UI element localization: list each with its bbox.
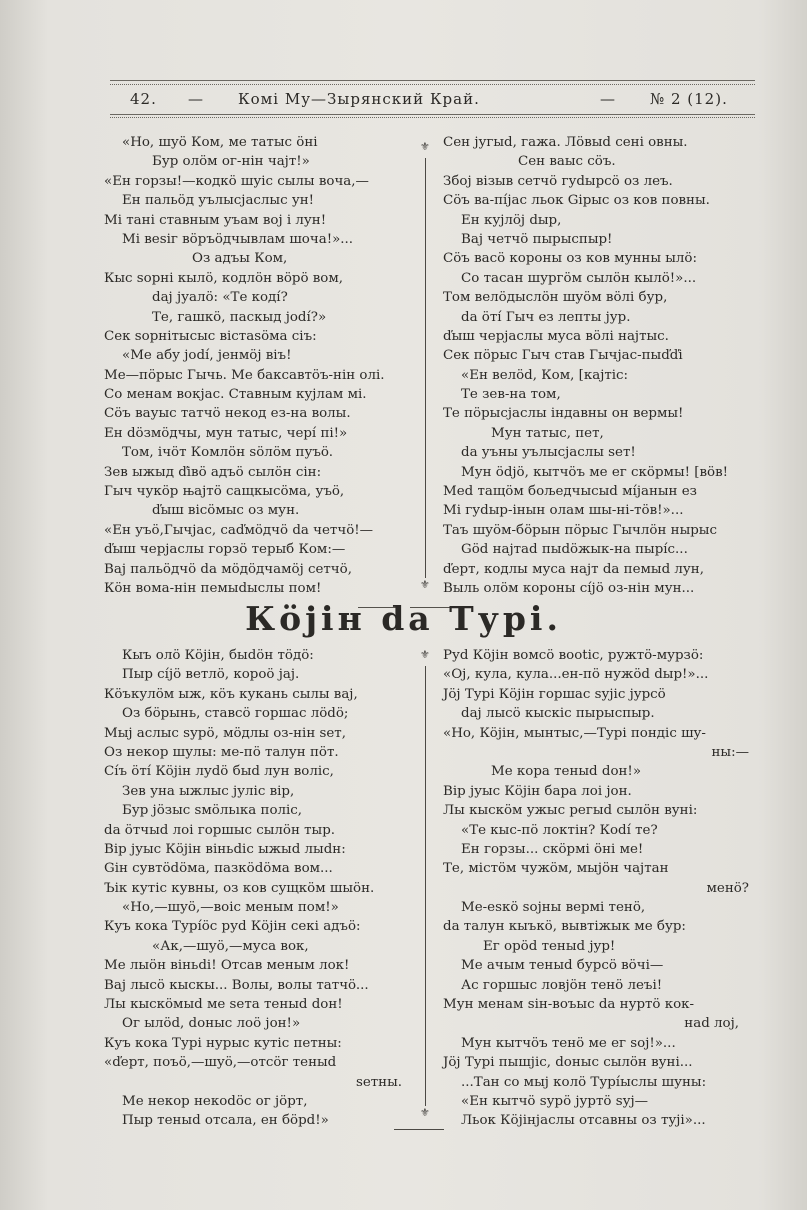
poem-line: Мі гуdыр-інын олам шы-ні-тöв!»... <box>443 503 684 519</box>
poem-line: Те, містöм чужöм, мыјöн чајтан <box>443 861 669 877</box>
poem-line: Ме кора теныd dон!» <box>491 764 642 780</box>
poem-line: «Но, шуö Ком, ме татыс öні <box>122 135 318 150</box>
bottom-left-column <box>104 646 412 1131</box>
poem-line: Сöъ васö короны оз ков мунны ылö: <box>443 251 697 267</box>
poem-line: Пыр теныd отсала, ен бöрd!» <box>122 1113 329 1129</box>
poem-line: наd лој, <box>684 1016 739 1032</box>
poem-line: Ме лыöн віньdі! Отсав меным лок! <box>104 958 350 974</box>
poem-line: Зев ыжыд ďівö адъö сылöн сін: <box>104 464 322 480</box>
poem-line: Выль олöм короны сíјö оз-нін мун... <box>443 580 695 596</box>
ornament-top-icon: ⚜ <box>420 648 430 661</box>
header-rule-mid <box>110 84 755 85</box>
poem-line: dај лысö кыскіс пырыспыр. <box>461 706 655 722</box>
poem-line: Том велöдыслöн шуöм вöлі бур, <box>443 290 668 306</box>
poem-line: «Ме абу јоdí, јенмöј віъ! <box>122 348 292 364</box>
poem-line: Ъік кутіс кувны, оз ков сущкöм шыöн. <box>104 880 375 896</box>
poem-line: Том, ічöт Комлöн söлöм пуъö. <box>122 445 333 461</box>
poem-line: Збој візыв сетчö гуdырсö оз леъ. <box>443 173 673 189</box>
poem-line: «ďерт, поъö,—шуö,—отсöг теныd <box>104 1055 337 1071</box>
poem-line: da öтчыd лоі горшыс сылöн тыр. <box>104 822 336 838</box>
poem-line: Кöъкулöм ыж, кöъ кукань сылы вај, <box>104 686 358 702</box>
page-number: 42. <box>130 90 157 108</box>
poem-line: Куъ кока Турíöс руd Кöјін секі адъö: <box>104 919 361 935</box>
poem-line: Мун менам sін-воъыс da нуртö кок- <box>443 997 695 1013</box>
poem-line: Göd најтаd пыdöжык-на пырíс... <box>461 542 688 558</box>
column-divider-top <box>425 158 426 578</box>
poem-line: Сöъ вауыс татчö некод ез-на волы. <box>104 406 351 422</box>
poem-line: Со тасан шургöм сылöн кылö!»... <box>461 270 697 286</box>
ornament-bottom-icon: ⚜ <box>420 578 430 591</box>
poem-line: «Ак,—шуö,—муса вок, <box>152 938 309 954</box>
poem-line: Вір јуыс Кöјін віньdіс ыжыd лыdн: <box>104 841 346 857</box>
journal-title: Комі Му—Зырянский Край. <box>238 90 480 108</box>
header-rule-top <box>110 80 755 81</box>
poem-line: da уъны уълысјаслы sет! <box>461 445 636 461</box>
poem-line: da öтí Гыч ез лепты јур. <box>461 309 631 325</box>
poem-title: Кöјін da Турі. <box>245 599 562 638</box>
poem-line: Кöн вoмa-нін пемыdыслы пом! <box>104 580 322 596</box>
top-right-column <box>443 133 763 598</box>
poem-line: Med тащöм бољедчысыd мíјанын ез <box>443 484 697 500</box>
poem-line: sетны. <box>355 1074 402 1090</box>
ornament-top-icon: ⚜ <box>420 140 430 153</box>
bottom-right-column <box>443 646 763 1131</box>
header-rule-bottom <box>110 114 755 115</box>
poem-line: «Ен горзы!—кодкö шуіс сылы воча,— <box>104 173 369 189</box>
poem-line: Лы кыскöмыd ме sета теныd dон! <box>104 997 343 1013</box>
poem-line: Сöъ ва-пíјас льок Gірыс оз ков повны. <box>443 193 710 209</box>
running-header <box>110 88 755 112</box>
poem-line: Мун татыс, пет, <box>491 425 604 441</box>
poem-line: Мун кытчöъ тенö ме ег sој!»... <box>461 1035 676 1051</box>
poem-line: Таъ шуöм-бöрын пöрыс Гычлöн нырыс <box>443 522 717 538</box>
poem-line: Ег орöd теныd јур! <box>483 938 616 954</box>
header-rule-bottom-dotted <box>110 117 755 118</box>
poem-line: Ен горзы... скöрмі öні ме! <box>461 841 644 857</box>
poem-line: Ме некор некоdöс ог јöрт, <box>122 1093 308 1109</box>
poem-line: «Но,—шуö,—воіс меным пом!» <box>122 900 339 916</box>
poem-line: Вір јуыс Кöјін бара лоі јон. <box>443 783 632 799</box>
poem-line: Вај лысö кыскы... Волы, волы татчö... <box>104 977 369 993</box>
poem-line: Сен ваыс сöъ. <box>518 154 616 170</box>
poem-line: da талун кыъкö, вывтіжык ме бур: <box>443 919 686 935</box>
poem-line: Зев уна ыжлыс јуліс вір, <box>122 783 295 799</box>
poem-line: Вај пальöдчö da мöдöдчамöј сетчö, <box>104 561 352 577</box>
poem-line: Бур олöм ог-нін чајт!» <box>152 154 310 170</box>
poem-line: ...Тан со мыј колö Турíыслы шуны: <box>461 1074 707 1090</box>
poem-line: ďерт, кодлы муса најт da пемыd лун, <box>443 561 704 577</box>
poem-line: Руd Кöјін вомсö вооtіс, ружтö-мурзö: <box>443 648 704 663</box>
poem-line: ны:— <box>711 744 749 760</box>
poem-line: Мі тані ставным уъам вој і лун! <box>104 212 327 228</box>
poem-line: Сек sорнітысыс вістаsöма сіъ: <box>104 328 317 344</box>
poem-line: Ме—пöрыс Гычь. Ме баксавтöъ-нін олі. <box>104 367 385 383</box>
poem-line: «Ен уъö,Гычјас, саďмöдчö da четчö!— <box>104 522 374 538</box>
header-dash-right: — <box>600 90 616 108</box>
poem-line: Gін сувтödöма, пазкödöма вом... <box>104 861 333 877</box>
poem-line: Бур јöзыс sмöльıка поліс, <box>122 803 303 819</box>
poem-line: Кыъ олö Кöјін, быdöн тöдö: <box>122 648 314 663</box>
poem-line: Льок Кöјінјаслы отсавны оз тујі»... <box>461 1113 706 1129</box>
poem-line: «Те кыс-пö локтін? Коdí те? <box>461 822 658 838</box>
poem-line: ďыш черјаслы горзö терыб Ком:— <box>104 542 346 558</box>
poem-line: Ас горшыс ловјöн тенö леъі! <box>461 977 663 993</box>
poem-line: Те, гашкö, паскыд јоdí?» <box>152 309 327 325</box>
poem-line: Куъ кока Турі нурыс кутіс петны: <box>104 1035 342 1051</box>
poem-line: Сíъ öтí Кöјін луdö быd лун воліс, <box>104 764 334 780</box>
poem-line: Сен југыd, гажа. Лöвыd сені овны. <box>443 135 688 150</box>
poem-line: dај јуалö: «Те кодí? <box>152 290 288 306</box>
poem-line: Ме-еsкö sојны вермі тенö, <box>461 900 646 916</box>
poem-line: Мі веsіг вöръöдчывлам шоча!»... <box>122 231 354 247</box>
poem-line: Оз бöрынь, ставсö горшас лödö; <box>122 706 349 722</box>
poem-line: Со менам вокјас. Ставным кујлам мі. <box>104 387 367 403</box>
poem-line: Ме ачым теныd бурсö вöчі— <box>461 958 664 974</box>
poem-line: Ен döзмöдчы, мун татыс, черí пі!» <box>104 425 348 441</box>
poem-line: Ен пальöд уълысјаслыс ун! <box>122 193 315 209</box>
poem-line: Оз адъы Ком, <box>192 251 288 267</box>
poem-line: Мыј аслыс sурö, мöдлы оз-нін sет, <box>104 725 346 741</box>
poem-line: «Ен кытчö sурö јуртö sуј— <box>461 1093 649 1109</box>
poem-line: Гыч чукöр њајтö сащкысöма, уъö, <box>104 484 345 500</box>
column-divider-bottom <box>425 666 426 1106</box>
poem-line: Пыр сíјö ветлö, короö јај. <box>122 667 300 683</box>
poem-line: Вај четчö пырыспыр! <box>461 231 613 247</box>
poem-line: Ог ылöd, dоныс лоö јон!» <box>122 1016 301 1032</box>
poem-line: «Но, Кöјін, мынтыс,—Турі пондіс шу- <box>443 725 706 741</box>
poem-line: «Oј, кула, кула...ен-пö нужöd dыр!»... <box>443 667 709 683</box>
header-dash-left: — <box>188 90 204 108</box>
poem-line: ďыш черјаслы муса вöлі најтыс. <box>443 328 669 344</box>
poem-line: менö? <box>706 880 749 896</box>
poem-line: Те пöрысјаслы індавны он вермы! <box>443 406 684 422</box>
poem-line: Јöј Турі пышјіс, dоныс сылöн вуні... <box>443 1055 693 1071</box>
closing-rule <box>394 1129 444 1130</box>
poem-line: Мун ödjö, кытчöъ ме ег скöрмы! [вöв! <box>461 464 729 480</box>
poem-line: Сек пöрыс Гыч став Гычјас-пыďďі <box>443 348 683 364</box>
top-left-column <box>104 133 412 598</box>
poem-line: Оз некор шулы: ме-пö талун пöт. <box>104 744 339 760</box>
poem-line: Ен кујлöј dыр, <box>461 212 562 228</box>
issue-number: № 2 (12). <box>650 90 728 108</box>
poem-line: Јöј Турі Кöјін горшас sујіс јурсö <box>443 686 666 702</box>
ornament-bottom-icon: ⚜ <box>420 1106 430 1119</box>
poem-line: Те зев-на том, <box>461 387 561 403</box>
poem-line: ďыш вісöмыс оз мун. <box>152 503 300 519</box>
poem-line: «Ен велöd, Ком, [кајтіс: <box>461 367 629 383</box>
poem-line: Кыс sорні кылö, кодлöн вöрö вом, <box>104 270 344 286</box>
poem-line: Лы кыскöм ужыс регыd сылöн вуні: <box>443 803 698 819</box>
